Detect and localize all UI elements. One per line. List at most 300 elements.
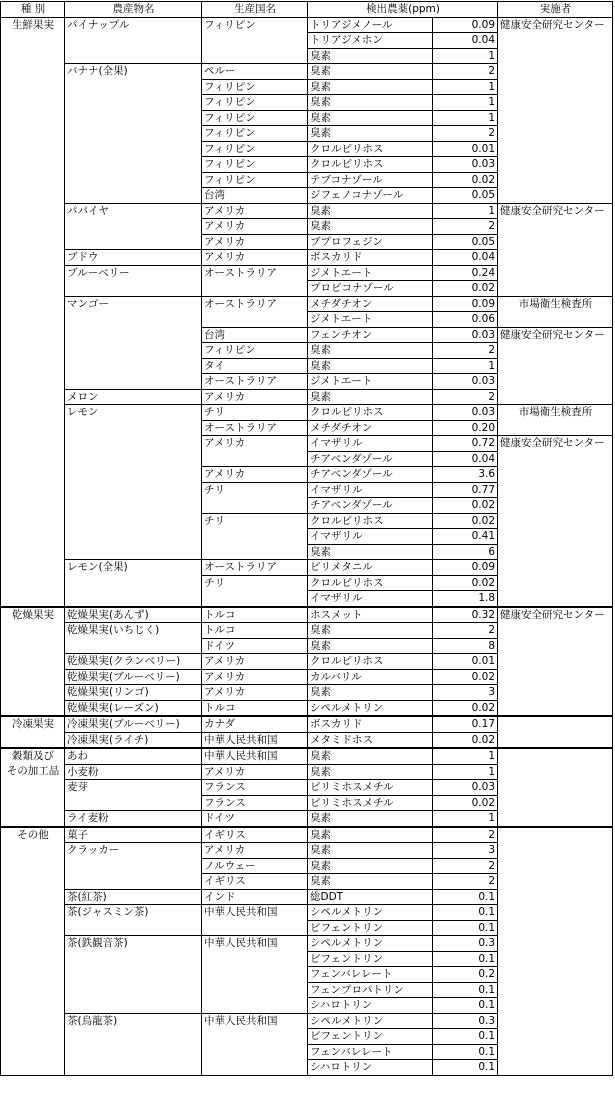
pesticide-cell: 臭素: [308, 48, 433, 64]
agency-cell: [498, 265, 613, 281]
ppm-cell: 3: [433, 843, 498, 859]
agency-cell: [498, 110, 613, 126]
table-row: [1, 748, 613, 764]
country-cell: オーストラリア: [202, 374, 308, 390]
pesticide-cell: クロルピリホス: [308, 141, 433, 157]
country-cell: ドイツ: [202, 811, 308, 827]
agency-cell: [498, 1029, 613, 1045]
country-cell: フィリピン: [202, 157, 308, 173]
category-cell-empty: [1, 936, 65, 952]
agency-cell: [498, 64, 613, 80]
ppm-cell: 0.1: [433, 951, 498, 967]
table-row: [1, 795, 613, 811]
country-cell: チリ: [202, 482, 308, 498]
pesticide-cell: ジフェノコナゾール: [308, 188, 433, 204]
ppm-cell: 0.05: [433, 188, 498, 204]
agency-cell: [498, 482, 613, 498]
agency-cell: 健康安全研究センター: [498, 203, 613, 219]
ppm-cell: 0.03: [433, 780, 498, 796]
category-cell-empty: [1, 33, 65, 49]
table-row: [1, 343, 613, 359]
country-cell: [202, 33, 308, 49]
category-cell-empty: [1, 141, 65, 157]
product-cell: [65, 920, 202, 936]
table-row: [1, 95, 613, 111]
category-cell-empty: [1, 95, 65, 111]
pesticide-cell: 臭素: [308, 843, 433, 859]
agency-cell: [498, 33, 613, 49]
pesticide-cell: 臭素: [308, 389, 433, 405]
product-cell: [65, 638, 202, 654]
table-row: [1, 281, 613, 297]
category-cell-empty: [1, 654, 65, 670]
table-row: [1, 64, 613, 80]
country-cell: トルコ: [202, 607, 308, 623]
product-cell: [65, 436, 202, 452]
category-cell-empty: [1, 79, 65, 95]
agency-cell: [498, 79, 613, 95]
country-cell: 中華人民共和国: [202, 1013, 308, 1029]
country-cell: アメリカ: [202, 436, 308, 452]
category-cell-empty: [1, 560, 65, 576]
table-row: [1, 420, 613, 436]
category-cell-empty: [1, 482, 65, 498]
country-cell: フィリピン: [202, 172, 308, 188]
country-cell: [202, 529, 308, 545]
category-cell: 冷凍果実: [1, 716, 65, 732]
category-cell-empty: [1, 1013, 65, 1029]
category-cell-empty: [1, 126, 65, 142]
category-cell: 乾燥果実: [1, 607, 65, 623]
pesticide-cell: イマザリル: [308, 591, 433, 607]
ppm-cell: 0.77: [433, 482, 498, 498]
table-row: [1, 358, 613, 374]
category-cell-empty: [1, 669, 65, 685]
agency-cell: [498, 312, 613, 328]
table-row: [1, 920, 613, 936]
table-row: [1, 327, 613, 343]
product-cell: [65, 513, 202, 529]
ppm-cell: 1: [433, 811, 498, 827]
pesticide-cell: トリアジメホン: [308, 33, 433, 49]
product-cell: クラッカー: [65, 843, 202, 859]
product-cell: [65, 172, 202, 188]
ppm-cell: 0.09: [433, 560, 498, 576]
category-cell-empty: [1, 700, 65, 716]
product-cell: [65, 343, 202, 359]
ppm-cell: 6: [433, 544, 498, 560]
ppm-cell: 0.1: [433, 982, 498, 998]
category-cell-empty: [1, 498, 65, 514]
pesticide-cell: クロルピリホス: [308, 405, 433, 421]
country-cell: [202, 967, 308, 983]
product-cell: ブルーベリー: [65, 265, 202, 281]
pesticide-cell: チアベンダゾール: [308, 498, 433, 514]
pesticide-cell: ピリメタニル: [308, 560, 433, 576]
country-cell: オーストラリア: [202, 296, 308, 312]
country-cell: フィリピン: [202, 17, 308, 33]
pesticide-cell: プロピコナゾール: [308, 281, 433, 297]
country-cell: [202, 1060, 308, 1076]
category-cell-empty: [1, 296, 65, 312]
product-cell: [65, 234, 202, 250]
category-cell-empty: [1, 250, 65, 266]
pesticide-cell: クロルピリホス: [308, 157, 433, 173]
table-row: [1, 889, 613, 905]
table-row: [1, 296, 613, 312]
ppm-cell: 0.1: [433, 998, 498, 1014]
agency-cell: 健康安全研究センター: [498, 607, 613, 623]
ppm-cell: 1: [433, 48, 498, 64]
table-row: [1, 529, 613, 545]
category-cell: その他: [1, 827, 65, 843]
country-cell: フィリピン: [202, 79, 308, 95]
country-cell: [202, 1029, 308, 1045]
pesticide-cell: メチダチオン: [308, 296, 433, 312]
pesticide-cell: 臭素: [308, 343, 433, 359]
country-cell: 中華人民共和国: [202, 732, 308, 748]
country-cell: トルコ: [202, 623, 308, 639]
product-cell: メロン: [65, 389, 202, 405]
table-row: [1, 607, 613, 623]
product-cell: 乾燥果実(レーズン): [65, 700, 202, 716]
ppm-cell: 2: [433, 874, 498, 890]
agency-cell: [498, 654, 613, 670]
pesticide-cell: イマザリル: [308, 529, 433, 545]
table-row: [1, 843, 613, 859]
table-row: [1, 234, 613, 250]
agency-cell: [498, 951, 613, 967]
table-row: [1, 732, 613, 748]
category-cell-empty: [1, 110, 65, 126]
country-cell: 台湾: [202, 188, 308, 204]
agency-cell: [498, 219, 613, 235]
pesticide-cell: カルバリル: [308, 669, 433, 685]
agency-cell: [498, 843, 613, 859]
table-row: [1, 110, 613, 126]
ppm-cell: 1: [433, 764, 498, 780]
ppm-cell: 2: [433, 858, 498, 874]
ppm-cell: 2: [433, 219, 498, 235]
product-cell: [65, 951, 202, 967]
pesticide-cell: 臭素: [308, 764, 433, 780]
country-cell: オーストラリア: [202, 420, 308, 436]
country-cell: 台湾: [202, 327, 308, 343]
category-cell-empty: [1, 874, 65, 890]
ppm-cell: 0.1: [433, 889, 498, 905]
pesticide-cell: ピリミホスメチル: [308, 795, 433, 811]
country-cell: [202, 281, 308, 297]
pesticide-cell: フェンバレレート: [308, 967, 433, 983]
product-cell: [65, 451, 202, 467]
header-category: 種 別: [1, 2, 65, 18]
pesticide-cell: 臭素: [308, 685, 433, 701]
product-cell: [65, 467, 202, 483]
pesticide-cell: 臭素: [308, 811, 433, 827]
agency-cell: [498, 858, 613, 874]
pesticide-cell: 臭素: [308, 219, 433, 235]
product-cell: 麦芽: [65, 780, 202, 796]
pesticide-cell: チアベンダゾール: [308, 451, 433, 467]
category-cell-empty: [1, 1044, 65, 1060]
pesticide-cell: 臭素: [308, 110, 433, 126]
table-row: [1, 780, 613, 796]
header-country: 生産国名: [202, 2, 308, 18]
agency-cell: 市場衛生検査所: [498, 405, 613, 421]
product-cell: レモン(全果): [65, 560, 202, 576]
pesticide-cell: ホスメット: [308, 607, 433, 623]
ppm-cell: 0.05: [433, 234, 498, 250]
agency-cell: [498, 795, 613, 811]
ppm-cell: 0.17: [433, 716, 498, 732]
country-cell: タイ: [202, 358, 308, 374]
pesticide-cell: 臭素: [308, 126, 433, 142]
agency-cell: [498, 936, 613, 952]
table-row: [1, 685, 613, 701]
country-cell: [202, 591, 308, 607]
product-cell: レモン: [65, 405, 202, 421]
pesticide-cell: イマザリル: [308, 436, 433, 452]
category-cell-empty: [1, 795, 65, 811]
category-cell-empty: [1, 623, 65, 639]
ppm-cell: 0.02: [433, 172, 498, 188]
category-cell-empty: [1, 389, 65, 405]
ppm-cell: 0.1: [433, 1044, 498, 1060]
agency-cell: [498, 467, 613, 483]
ppm-cell: 1: [433, 203, 498, 219]
table-row: [1, 1029, 613, 1045]
table-row: [1, 451, 613, 467]
pesticide-cell: ジメトエート: [308, 312, 433, 328]
category-cell-empty: [1, 575, 65, 591]
agency-cell: [498, 451, 613, 467]
product-cell: 乾燥果実(クランベリー): [65, 654, 202, 670]
country-cell: [202, 982, 308, 998]
country-cell: アメリカ: [202, 250, 308, 266]
category-cell-empty: [1, 234, 65, 250]
product-cell: ライ麦粉: [65, 811, 202, 827]
agency-cell: [498, 700, 613, 716]
product-cell: パイナップル: [65, 17, 202, 33]
table-row: [1, 33, 613, 49]
agency-cell: [498, 811, 613, 827]
pesticide-cell: チアベンダゾール: [308, 467, 433, 483]
product-cell: [65, 982, 202, 998]
pesticide-cell: テブコナゾール: [308, 172, 433, 188]
table-row: [1, 936, 613, 952]
pesticide-cell: クロルピリホス: [308, 513, 433, 529]
agency-cell: [498, 780, 613, 796]
pesticide-cell: フェンプロパトリン: [308, 982, 433, 998]
category-cell-empty: [1, 967, 65, 983]
category-cell-empty: [1, 638, 65, 654]
ppm-cell: 0.20: [433, 420, 498, 436]
ppm-cell: 0.04: [433, 451, 498, 467]
product-cell: [65, 48, 202, 64]
agency-cell: [498, 250, 613, 266]
country-cell: 中華人民共和国: [202, 748, 308, 764]
pesticide-cell: ピリミホスメチル: [308, 780, 433, 796]
table-row: [1, 265, 613, 281]
category-cell-empty: [1, 281, 65, 297]
category-cell-empty: [1, 219, 65, 235]
agency-cell: 健康安全研究センター: [498, 436, 613, 452]
table-row: [1, 498, 613, 514]
agency-cell: [498, 920, 613, 936]
product-cell: 冷凍果実(ライチ): [65, 732, 202, 748]
table-row: [1, 764, 613, 780]
agency-cell: 健康安全研究センター: [498, 17, 613, 33]
pesticide-cell: ジメトエート: [308, 374, 433, 390]
category-cell-empty: [1, 343, 65, 359]
pesticide-cell: シペルメトリン: [308, 700, 433, 716]
agency-cell: [498, 126, 613, 142]
product-cell: [65, 79, 202, 95]
product-cell: [65, 126, 202, 142]
table-row: [1, 405, 613, 421]
table-row: [1, 17, 613, 33]
agency-cell: [498, 1044, 613, 1060]
product-cell: 冷凍果実(ブルーベリー): [65, 716, 202, 732]
product-cell: 小麦粉: [65, 764, 202, 780]
table-row: [1, 1013, 613, 1029]
pesticide-cell: ボスカリド: [308, 716, 433, 732]
pesticide-cell: メチダチオン: [308, 420, 433, 436]
country-cell: オーストラリア: [202, 560, 308, 576]
product-cell: 乾燥果実(いちじく): [65, 623, 202, 639]
pesticide-cell: ボスカリド: [308, 250, 433, 266]
product-cell: [65, 544, 202, 560]
product-cell: 茶(紅茶): [65, 889, 202, 905]
agency-cell: [498, 1060, 613, 1076]
table-body: [1, 17, 613, 1075]
pesticide-cell: 臭素: [308, 203, 433, 219]
agency-cell: [498, 827, 613, 843]
agency-cell: [498, 874, 613, 890]
ppm-cell: 0.09: [433, 296, 498, 312]
product-cell: [65, 358, 202, 374]
product-cell: [65, 874, 202, 890]
agency-cell: [498, 982, 613, 998]
agency-cell: [498, 560, 613, 576]
ppm-cell: 1: [433, 358, 498, 374]
category-cell-empty: [1, 998, 65, 1014]
ppm-cell: 0.03: [433, 374, 498, 390]
category-cell-empty: [1, 982, 65, 998]
ppm-cell: 2: [433, 389, 498, 405]
ppm-cell: 0.24: [433, 265, 498, 281]
category-cell-empty: [1, 188, 65, 204]
product-cell: [65, 482, 202, 498]
agency-cell: [498, 343, 613, 359]
country-cell: フランス: [202, 780, 308, 796]
product-cell: [65, 529, 202, 545]
country-cell: アメリカ: [202, 203, 308, 219]
product-cell: [65, 998, 202, 1014]
country-cell: フィリピン: [202, 343, 308, 359]
country-cell: インド: [202, 889, 308, 905]
category-cell-empty: [1, 843, 65, 859]
country-cell: [202, 1044, 308, 1060]
table-row: [1, 374, 613, 390]
ppm-cell: 0.01: [433, 141, 498, 157]
product-cell: [65, 795, 202, 811]
pesticide-cell: 臭素: [308, 544, 433, 560]
table-row: [1, 79, 613, 95]
agency-cell: [498, 591, 613, 607]
pesticide-cell: 臭素: [308, 358, 433, 374]
ppm-cell: 0.3: [433, 1013, 498, 1029]
ppm-cell: 1: [433, 95, 498, 111]
table-row: [1, 716, 613, 732]
category-cell-empty: [1, 513, 65, 529]
ppm-cell: 0.3: [433, 936, 498, 952]
country-cell: アメリカ: [202, 467, 308, 483]
agency-cell: [498, 905, 613, 921]
header-agency: 実施者: [498, 2, 613, 18]
table-row: [1, 638, 613, 654]
agency-cell: [498, 764, 613, 780]
ppm-cell: 0.02: [433, 498, 498, 514]
category-cell: その加工品: [1, 764, 65, 780]
product-cell: 茶(ジャスミン茶): [65, 905, 202, 921]
table-row: [1, 172, 613, 188]
pesticide-cell: 総DDT: [308, 889, 433, 905]
product-cell: ブドウ: [65, 250, 202, 266]
agency-cell: [498, 498, 613, 514]
pesticide-cell: ビフェントリン: [308, 1029, 433, 1045]
country-cell: アメリカ: [202, 764, 308, 780]
agency-cell: [498, 716, 613, 732]
ppm-cell: 0.01: [433, 654, 498, 670]
table-row: [1, 312, 613, 328]
agency-cell: [498, 669, 613, 685]
country-cell: アメリカ: [202, 843, 308, 859]
pesticide-cell: 臭素: [308, 623, 433, 639]
table-row: [1, 827, 613, 843]
category-cell-empty: [1, 920, 65, 936]
category-cell-empty: [1, 172, 65, 188]
agency-cell: [498, 420, 613, 436]
product-cell: [65, 1029, 202, 1045]
pesticide-cell: フェンバレレート: [308, 1044, 433, 1060]
table-row: [1, 669, 613, 685]
table-row: [1, 219, 613, 235]
category-cell-empty: [1, 157, 65, 173]
product-cell: [65, 327, 202, 343]
product-cell: 乾燥果実(ブルーベリー): [65, 669, 202, 685]
country-cell: フィリピン: [202, 141, 308, 157]
category-cell-empty: [1, 591, 65, 607]
category-cell-empty: [1, 405, 65, 421]
country-cell: カナダ: [202, 716, 308, 732]
agency-cell: [498, 967, 613, 983]
table-row: [1, 858, 613, 874]
pesticide-cell: クロルピリホス: [308, 575, 433, 591]
country-cell: トルコ: [202, 700, 308, 716]
agency-cell: [498, 529, 613, 545]
ppm-cell: 0.06: [433, 312, 498, 328]
table-row: [1, 544, 613, 560]
agency-cell: [498, 638, 613, 654]
header-pesticide: 検出農薬(ppm): [308, 2, 498, 18]
country-cell: オーストラリア: [202, 265, 308, 281]
country-cell: アメリカ: [202, 654, 308, 670]
ppm-cell: 0.04: [433, 250, 498, 266]
ppm-cell: 0.41: [433, 529, 498, 545]
category-cell: 穀類及び: [1, 748, 65, 764]
country-cell: イギリス: [202, 827, 308, 843]
